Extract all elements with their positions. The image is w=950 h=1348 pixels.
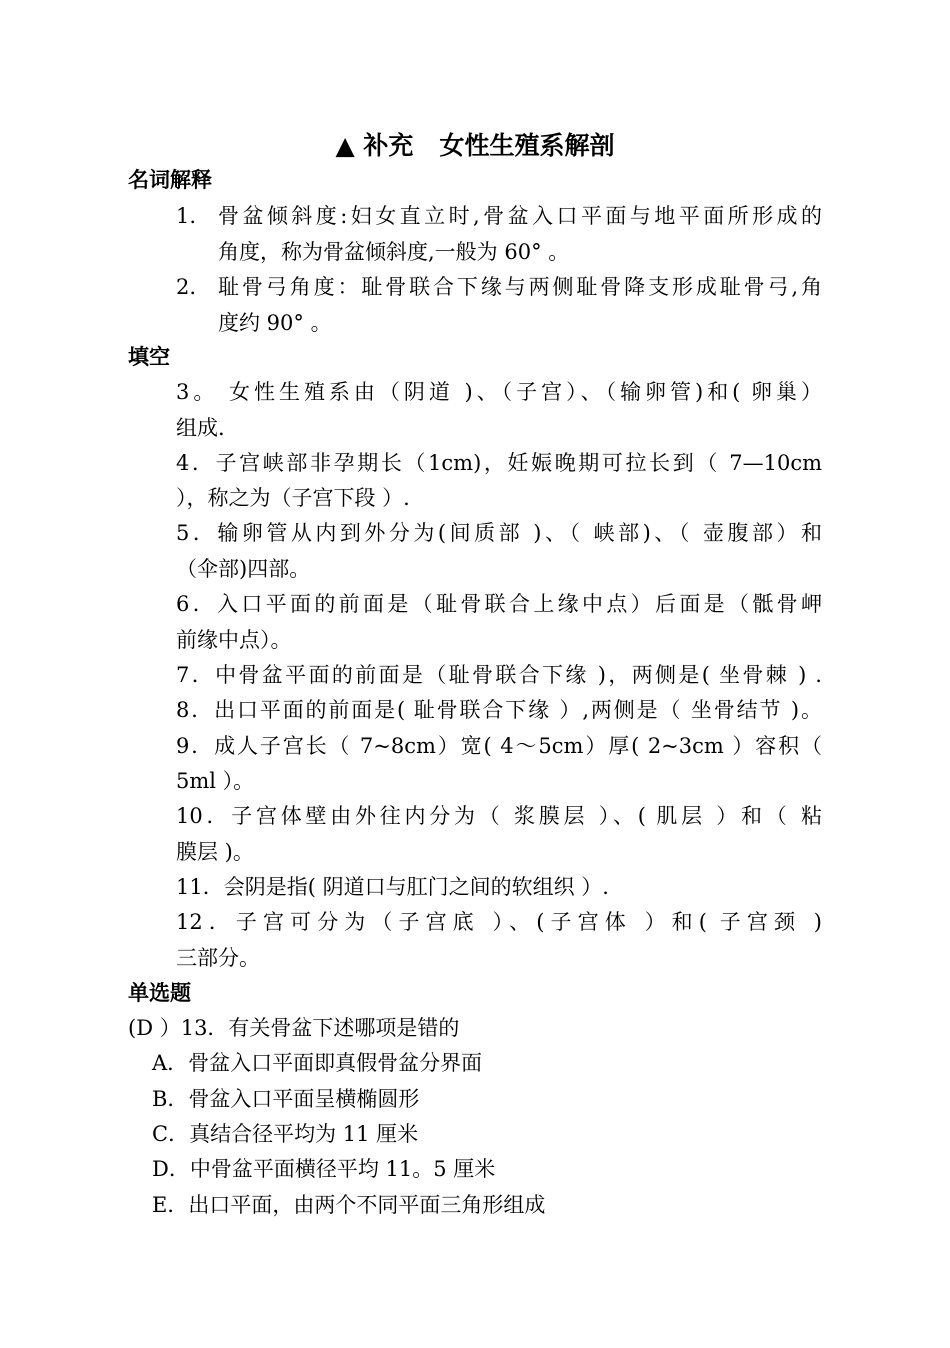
fill-item: 5ml ）。 [176,769,255,793]
fill-item: ），称之为（子宫下段 ）. [176,486,410,510]
definition-number: 2. [176,275,197,299]
definition-text: 角度，称为骨盆倾斜度,一般为 60° 。 [218,240,570,264]
question-option: E．出口平面，由两个不同平面三角形组成 [152,1193,546,1217]
fill-item: 9．成人子宫长（ 7~8cm）宽( 4～5cm）厚( 2~3cm ）容积（ [176,734,822,758]
fill-item: 组成. [176,416,225,440]
definition-text: 耻骨弓角度：耻骨联合下缘与两侧耻骨降支形成耻骨弓,角 [218,275,822,299]
definition-text: 骨盆倾斜度:妇女直立时,骨盆入口平面与地平面所形成的 [218,204,822,228]
question-option: B．骨盆入口平面呈横椭圆形 [152,1087,420,1111]
fill-item: 前缘中点）。 [176,628,292,652]
fill-item: 11．会阴是指( 阴道口与肛门之间的软组织 ）. [176,875,609,899]
section-heading-definitions: 名词解释 [128,168,212,192]
fill-item: 5．输卵管从内到外分为(间质部 )、（ 峡部)、（ 壶腹部）和 [176,521,822,545]
fill-item: 4．子宫峡部非孕期长（1cm)，妊娠晚期可拉长到（ 7—10cm [176,451,822,475]
question-option: C．真结合径平均为 11 厘米 [152,1122,419,1146]
definition-text: 度约 90° 。 [218,311,332,335]
question-option: D．中骨盆平面横径平均 11。5 厘米 [152,1157,496,1181]
fill-item: 三部分。 [176,946,260,970]
definition-number: 1. [176,204,197,228]
question-option: A．骨盆入口平面即真假骨盆分界面 [152,1051,483,1075]
fill-item: 7．中骨盆平面的前面是（耻骨联合下缘 )，两侧是( 坐骨棘 ) . [176,663,822,687]
fill-item: 6．入口平面的前面是（耻骨联合上缘中点）后面是（骶骨岬 [176,592,822,616]
question-stem: (D ）13．有关骨盆下述哪项是错的 [128,1016,460,1040]
fill-item: 3。 女性生殖系由（阴道 )、（子宫）、（输卵管)和( 卵巢） [176,380,822,404]
fill-item: 8．出口平面的前面是( 耻骨联合下缘 ）,两侧是（ 坐骨结节 )。 [176,698,822,722]
fill-item: 膜层 )。 [176,840,254,864]
fill-item: （伞部)四部。 [176,557,311,581]
fill-item: 10．子宫体壁由外往内分为（ 浆膜层 ）、( 肌层 ）和（ 粘 [176,804,822,828]
section-heading-fill-blank: 填空 [128,345,170,369]
document-title: ▲ 补充 女性生殖系解剖 [335,131,615,160]
section-heading-single-choice: 单选题 [128,981,191,1005]
fill-item: 12．子宫可分为（子宫底 ）、(子宫体 ）和( 子宫颈 ) [176,910,822,934]
